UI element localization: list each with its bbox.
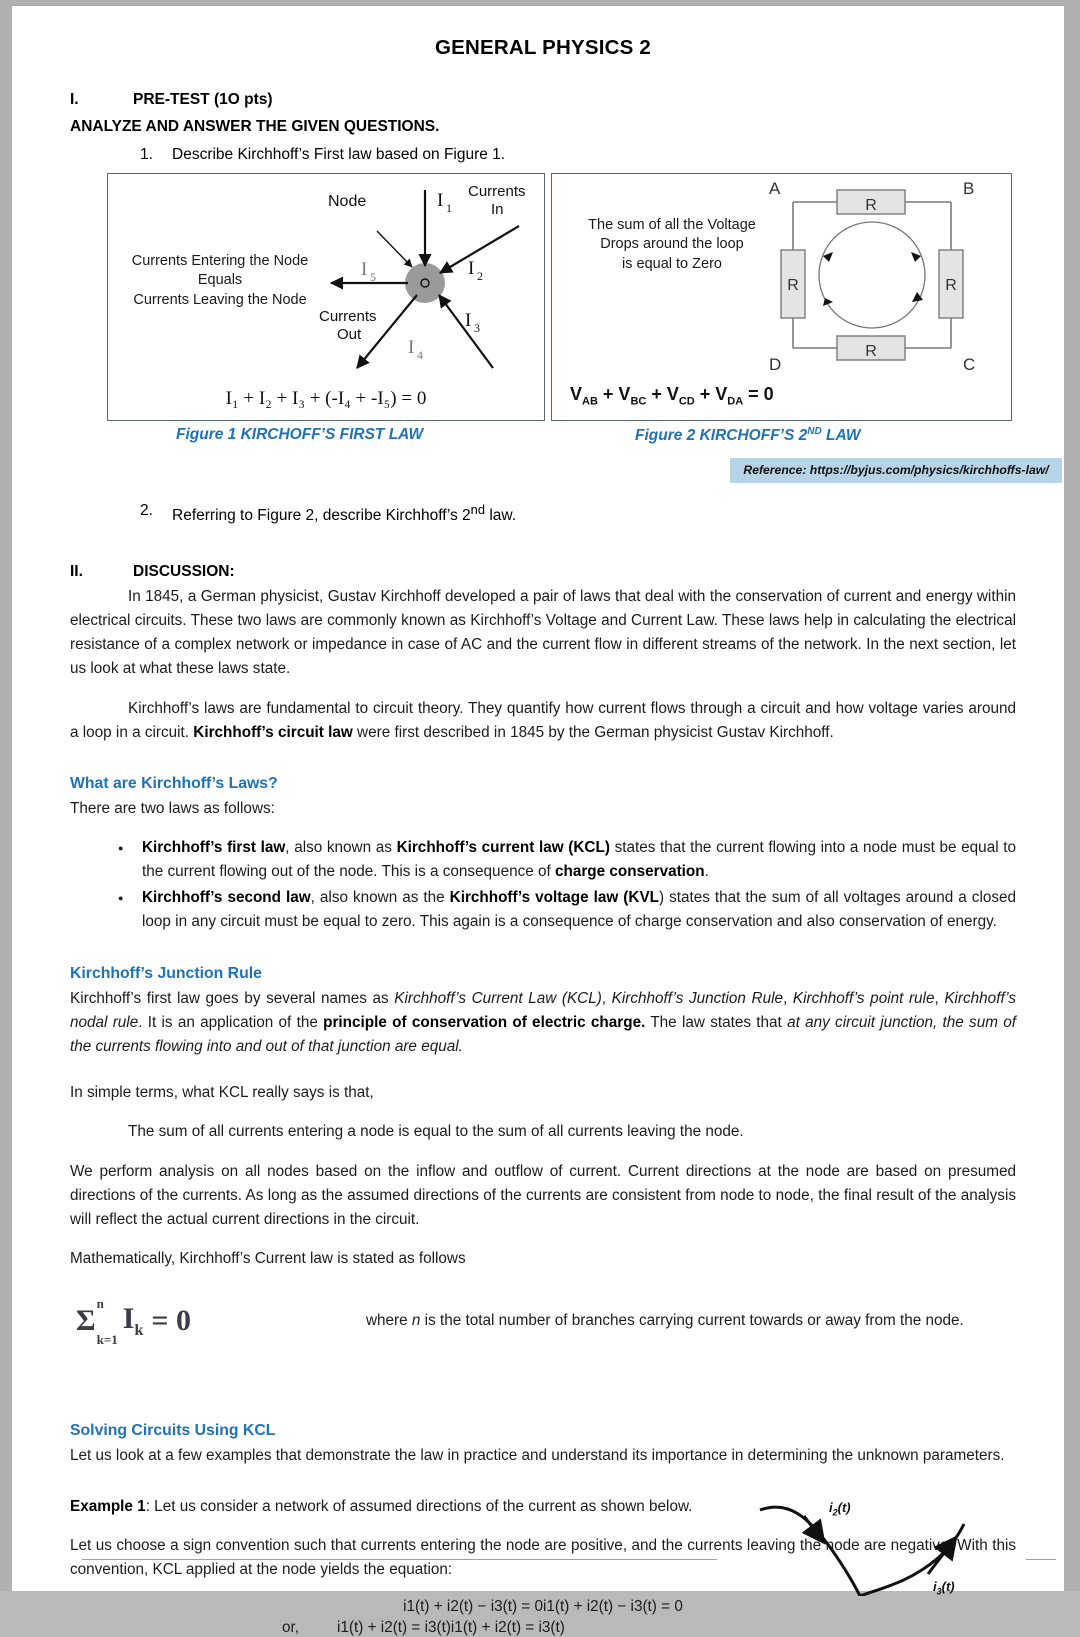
law-2-bold-2: Kirchhoff’s voltage law (KVL <box>449 888 659 906</box>
jr-italic-1: Kirchhoff’s Current Law (KCL) <box>394 989 602 1007</box>
law-2-mid-1: , also known as the <box>310 888 450 906</box>
summation-upper-limit: n <box>96 1295 104 1311</box>
svg-text:B: B <box>963 180 975 198</box>
list-item <box>142 836 1016 884</box>
question-2-text: Referring to Figure 2, describe Kirchhoff’s 2 <box>172 507 471 525</box>
simple-terms-line: In simple terms, what KCL really says is that, <box>70 1083 374 1101</box>
i2-symbol: i <box>829 1500 833 1515</box>
question-number: 1. <box>140 146 153 163</box>
jr-part-d: , <box>934 989 945 1007</box>
jr-part-f: The law states that <box>645 1013 788 1031</box>
svg-text:R: R <box>787 277 799 294</box>
summation-lower-limit: k=1 <box>96 1331 118 1347</box>
discussion-p2-bold: Kirchhoff’s circuit law <box>193 723 353 741</box>
footer-divider <box>82 1559 717 1560</box>
formula-note-b: is the total number of branches carrying current towards or away from the node. <box>420 1312 964 1330</box>
what-are-laws-lead: There are two laws as follows: <box>70 799 275 817</box>
summation-term <box>123 1302 144 1340</box>
pretest-instruction: ANALYZE AND ANSWER THE GIVEN QUESTIONS. <box>70 118 440 135</box>
law-1-bold-1: Kirchhoff’s first law <box>142 838 286 856</box>
page-title: GENERAL PHYSICS 2 <box>434 36 652 59</box>
svg-text:2: 2 <box>477 269 483 283</box>
section-label: PRE-TEST (1O pts) <box>133 91 273 108</box>
sign-convention-paragraph: Let us choose a sign convention such that currents entering the node are positive, and the currents leaving the node are negative. With this convention, KCL applied at the node yields the equation: <box>70 1537 1016 1579</box>
law-1-bold-3: charge conservation <box>555 862 705 880</box>
figure-1-left-line-3: Currents Leaving the Node <box>133 291 307 308</box>
example-1-label: Example 1 <box>70 1497 146 1515</box>
summation-term-subscript: k <box>134 1322 144 1340</box>
law-1-bold-2: Kirchhoff’s current law (KCL) <box>396 838 610 856</box>
law-1-mid-2: states that the current flowing into a node must be equal to the current flowing out of the node. This is a consequence of <box>142 838 1017 880</box>
figure-1-left-text <box>120 252 320 310</box>
figure-2-box <box>551 173 1012 421</box>
example-1-text: : Let us consider a network of assumed directions of the current as shown below. <box>145 1497 693 1515</box>
svg-text:D: D <box>769 355 782 374</box>
discussion-p2-part-b: were first described in 1845 by the German physicist Gustav Kirchhoff. <box>352 723 834 741</box>
figure-1-left-line-1: Currents Entering the Node <box>131 253 309 269</box>
svg-text:4: 4 <box>417 348 423 362</box>
discussion-p2-part-a: Kirchhoff’s laws are fundamental to circuit theory. They quantify how current flows through a circuit and how voltage varies around a loop in a circuit. <box>70 699 1016 741</box>
loop-circuit-diagram <box>767 180 977 380</box>
figure-2-caption-main: Figure 2 KIRCHOFF’S 2 <box>635 427 808 445</box>
i3-symbol: i <box>933 1579 937 1594</box>
question-text <box>172 502 516 525</box>
heading-solving-circuits: Solving Circuits Using KCL <box>70 1421 276 1439</box>
svg-text:I: I <box>465 310 472 331</box>
question-2-tail: law. <box>485 507 517 525</box>
svg-text:Currents: Currents <box>319 308 377 325</box>
svg-text:C: C <box>963 355 976 374</box>
figure-2-caption <box>635 426 860 445</box>
figure-2-left-line-2: Drops around the loop <box>600 236 744 253</box>
document-page <box>12 5 1064 1636</box>
section-discussion-heading <box>70 563 1016 581</box>
reference-box: Reference: https://byjus.com/physics/kirchhoffs-law/ <box>730 458 1062 483</box>
i2-subscript: 2 <box>832 1507 838 1518</box>
analysis-paragraph: We perform analysis on all nodes based on the inflow and outflow of current. Current directions at the node are based on presumed directions of the currents. As long as the assumed directions of the currents are consistent from node to node, the final result of the analysis will reflect the actual current directions in the circuit. <box>70 1162 1016 1228</box>
question-text: Describe Kirchhoff’s First law based on Figure 1. <box>172 146 506 163</box>
heading-what-are-laws: What are Kirchhoff’s Laws? <box>70 774 278 792</box>
figures-row <box>70 173 1016 421</box>
figure-2-equation: $V_{AB} + V_{BC} + V_{CD} + V_{DA} = 0$ <box>570 384 774 408</box>
figure-2-left-line-1: The sum of all the Voltage <box>588 217 756 233</box>
figure-2-caption-tail: LAW <box>821 427 861 445</box>
question-2-sup: nd <box>470 502 486 517</box>
figure-2-left-line-3: is equal to Zero <box>622 255 722 272</box>
section-number: I. <box>70 91 79 108</box>
svg-text:R: R <box>865 197 877 214</box>
laws-list <box>70 836 1016 934</box>
svg-text:In: In <box>491 201 504 218</box>
discussion-paragraph-2 <box>70 697 1016 745</box>
jr-italic-2: Kirchhoff’s Junction Rule <box>611 989 784 1007</box>
figure-2-caption-sup: ND <box>807 426 822 437</box>
list-item <box>142 886 1016 934</box>
formula-note-a: where <box>366 1312 412 1330</box>
section-label: DISCUSSION: <box>133 563 235 581</box>
law-1-mid-1: , also known as <box>285 838 397 856</box>
jr-italic-5: at any circuit junction, the sum of the currents flowing into and out of that junction are equal. <box>70 1013 1016 1055</box>
mathematically-line: Mathematically, Kirchhoff’s Current law is stated as follows <box>70 1249 466 1267</box>
formula-note-variable: n <box>411 1312 421 1330</box>
kcl-formula-row <box>70 1297 1016 1346</box>
i3-tail: (t) <box>941 1579 955 1594</box>
question-item-2 <box>70 502 1016 525</box>
solving-paragraph: Let us look at a few examples that demonstrate the law in practice and understand its importance in determining the unknown parameters. <box>70 1446 1005 1464</box>
jr-part-b: , <box>601 989 612 1007</box>
law-1-tail: . <box>704 862 709 880</box>
figure-1-equation: I₁ + I₂ + I₃ + (-I₄ + -I₅) = 0 <box>225 388 427 409</box>
jr-part-a: Kirchhoff’s first law goes by several names as <box>70 989 395 1007</box>
heading-junction-rule: Kirchhoff’s Junction Rule <box>70 964 262 982</box>
figure-1-left-line-2: Equals <box>197 272 243 289</box>
current-label-i2 <box>829 1500 851 1518</box>
jr-part-c: , <box>783 989 793 1007</box>
figure-captions-row <box>70 426 1049 477</box>
svg-text:Out: Out <box>337 326 362 343</box>
svg-text:I: I <box>408 337 415 358</box>
jr-italic-3: Kirchhoff’s point rule <box>792 989 935 1007</box>
formula-note <box>366 1312 964 1330</box>
summation-limits <box>97 1297 118 1346</box>
figure-2-left-text <box>566 216 778 274</box>
law-2-bold-1: Kirchhoff’s second law <box>142 888 311 906</box>
junction-rule-paragraph <box>70 987 1016 1059</box>
i2-tail: (t) <box>837 1500 851 1515</box>
svg-text:Currents: Currents <box>468 183 526 200</box>
summation-term-symbol: I <box>122 1302 135 1336</box>
section-pretest-heading <box>70 91 1016 109</box>
summation-equals: = 0 <box>151 1304 191 1338</box>
question-item-1 <box>70 146 1016 164</box>
svg-text:I: I <box>437 190 444 211</box>
node-diagram <box>313 178 538 378</box>
svg-text:1: 1 <box>446 201 452 215</box>
svg-text:I: I <box>361 259 368 280</box>
i3-subscript: 3 <box>936 1586 942 1596</box>
discussion-paragraph-1: In 1845, a German physicist, Gustav Kirchhoff developed a pair of laws that deal with the conservation of current and energy within electrical circuits. These two laws are commonly known as Kirchhoff’s Voltage and Current Law. These laws help in calculating the electrical resistance of a complex network or impedance in case of AC and the current flow in different streams of the network. In the next section, let us look at what these laws state. <box>70 588 1016 678</box>
example-equation-2-row <box>70 1619 1016 1637</box>
question-number: 2. <box>140 502 153 519</box>
footer-divider-right <box>1026 1559 1056 1560</box>
kcl-statement: The sum of all currents entering a node is equal to the sum of all currents leaving the node. <box>128 1123 744 1141</box>
jr-italic-4: Kirchhoff’s nodal rule <box>70 989 1017 1031</box>
svg-text:A: A <box>769 180 781 198</box>
section-number: II. <box>70 563 83 581</box>
figure-1-box <box>107 173 545 421</box>
summation-expression <box>76 1297 191 1346</box>
svg-text:R: R <box>945 277 957 294</box>
jr-bold: principle of conservation of electric charge. <box>323 1013 646 1031</box>
kcl-formula <box>70 1297 366 1346</box>
sigma-symbol: Σ <box>76 1304 96 1338</box>
svg-text:I: I <box>468 258 475 279</box>
example-equation-1: i1(t) + i2(t) − i3(t) = 0i1(t) + i2(t) − i3(t) = 0 <box>403 1597 683 1615</box>
svg-text:3: 3 <box>474 321 480 335</box>
law-2-mid-2: ) states that the sum of all voltages around a closed loop in any circuit must be equal to zero. This again is a consequence of charge conservation and also conservation of energy. <box>142 888 1017 930</box>
jr-part-e: . It is an application of the <box>138 1013 324 1031</box>
figure-1-caption: Figure 1 KIRCHOFF’S FIRST LAW <box>176 426 424 443</box>
svg-text:5: 5 <box>370 270 376 284</box>
example-1-circuit-figure <box>742 1488 1042 1596</box>
or-word: or, <box>282 1618 300 1636</box>
example-equation-2: i1(t) + i2(t) = i3(t)i1(t) + i2(t) = i3(t) <box>337 1618 565 1636</box>
svg-text:R: R <box>865 343 877 360</box>
svg-text:Node: Node <box>328 193 367 210</box>
current-label-i3 <box>933 1579 955 1596</box>
